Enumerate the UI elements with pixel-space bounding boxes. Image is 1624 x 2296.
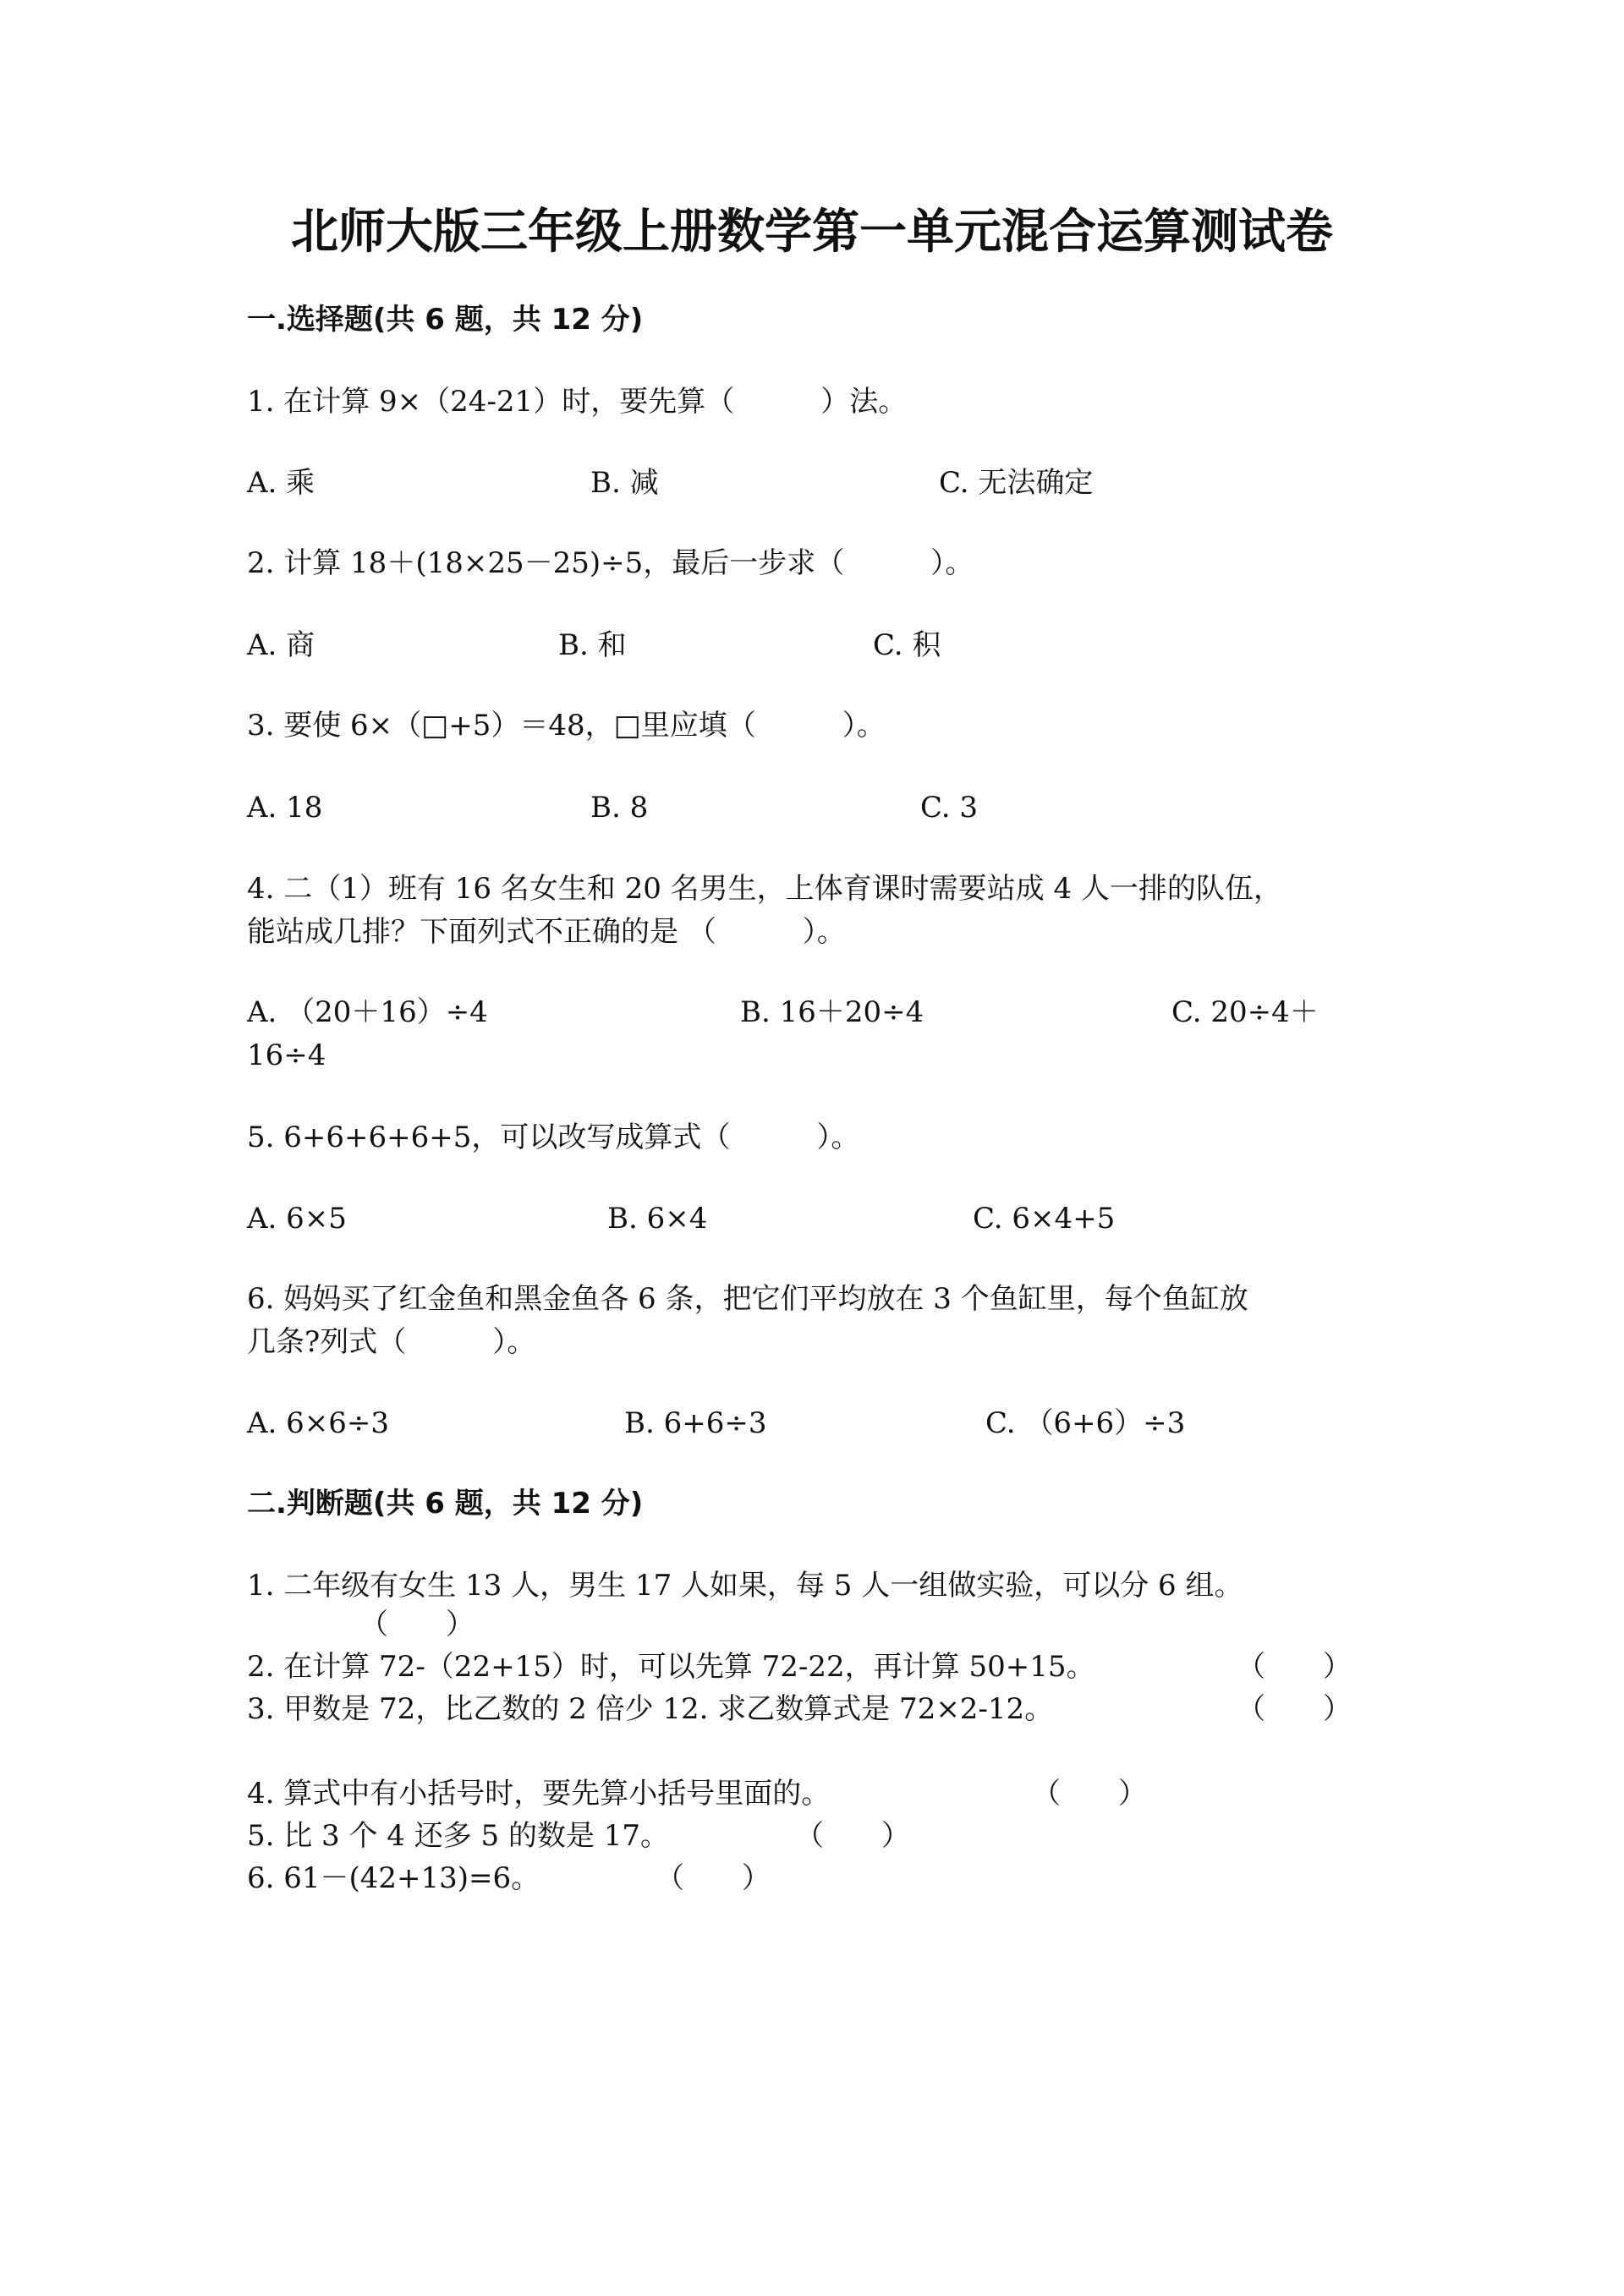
question-3-option-a: A. 18 [247, 791, 323, 825]
judgement-3: 3. 甲数是 72，比乙数的 2 倍少 12. 求乙数算式是 72×2-12。 [247, 1692, 1054, 1726]
question-6-option-a: A. 6×6÷3 [247, 1406, 390, 1440]
question-4-option-c-continued: 16÷4 [247, 1038, 326, 1072]
question-4-line-2: 能站成几排？下面列式不正确的是 （ ）。 [247, 915, 846, 949]
question-6-option-b: B. 6+6÷3 [624, 1406, 767, 1440]
question-1-option-c: C. 无法确定 [939, 466, 1094, 500]
judgement-1: 1. 二年级有女生 13 人，男生 17 人如果，每 5 人一组做实验，可以分 6 组。 [247, 1569, 1243, 1603]
question-6-line-2: 几条?列式（ ）。 [247, 1325, 536, 1359]
question-1-option-a: A. 乘 [247, 466, 315, 500]
judgement-6-bracket: （ ） [656, 1861, 771, 1895]
judgement-1-bracket: （ ） [359, 1608, 475, 1641]
question-4-option-b: B. 16＋20÷4 [740, 995, 924, 1029]
question-2-option-c: C. 积 [873, 628, 941, 662]
question-6-option-c: C. （6+6）÷3 [985, 1406, 1186, 1440]
question-5: 5. 6+6+6+6+5，可以改写成算式（ ）。 [247, 1121, 860, 1154]
question-2-option-a: A. 商 [247, 628, 315, 662]
question-3-option-b: B. 8 [590, 791, 649, 825]
judgement-6: 6. 61－(42+13)=6。 [247, 1861, 540, 1895]
question-1: 1. 在计算 9×（24-21）时，要先算（ ）法。 [247, 385, 908, 419]
question-4-option-c: C. 20÷4＋ [1171, 995, 1319, 1029]
judgement-4-bracket: （ ） [1032, 1777, 1147, 1811]
judgement-5: 5. 比 3 个 4 还多 5 的数是 17。 [247, 1819, 670, 1853]
judgement-2-bracket: （ ） [1237, 1650, 1352, 1684]
judgement-2: 2. 在计算 72-（22+15）时，可以先算 72-22，再计算 50+15。 [247, 1650, 1095, 1684]
question-3: 3. 要使 6×（□+5）＝48，□里应填（ ）。 [247, 709, 886, 743]
judgement-5-bracket: （ ） [795, 1819, 910, 1853]
question-4-option-a: A. （20＋16）÷4 [247, 995, 488, 1029]
page-title: 北师大版三年级上册数学第一单元混合运算测试卷 [291, 205, 1333, 260]
question-3-option-c: C. 3 [920, 791, 979, 825]
section-heading-judgement: 二.判断题(共 6 题，共 12 分) [247, 1487, 644, 1521]
question-6-line-1: 6. 妈妈买了红金鱼和黑金鱼各 6 条，把它们平均放在 3 个鱼缸里，每个鱼缸放 [247, 1282, 1248, 1316]
question-4-line-1: 4. 二（1）班有 16 名女生和 20 名男生，上体育课时需要站成 4 人一排的队伍， [247, 872, 1282, 906]
question-5-option-c: C. 6×4+5 [973, 1202, 1116, 1236]
question-2-option-b: B. 和 [558, 628, 627, 662]
question-5-option-b: B. 6×4 [607, 1202, 708, 1236]
section-heading-choice: 一.选择题(共 6 题，共 12 分) [247, 303, 644, 337]
question-2: 2. 计算 18＋(18×25－25)÷5，最后一步求（ ）。 [247, 546, 974, 580]
question-1-option-b: B. 减 [590, 466, 659, 500]
judgement-3-bracket: （ ） [1237, 1692, 1352, 1726]
question-5-option-a: A. 6×5 [247, 1202, 347, 1236]
judgement-4: 4. 算式中有小括号时，要先算小括号里面的。 [247, 1777, 831, 1811]
